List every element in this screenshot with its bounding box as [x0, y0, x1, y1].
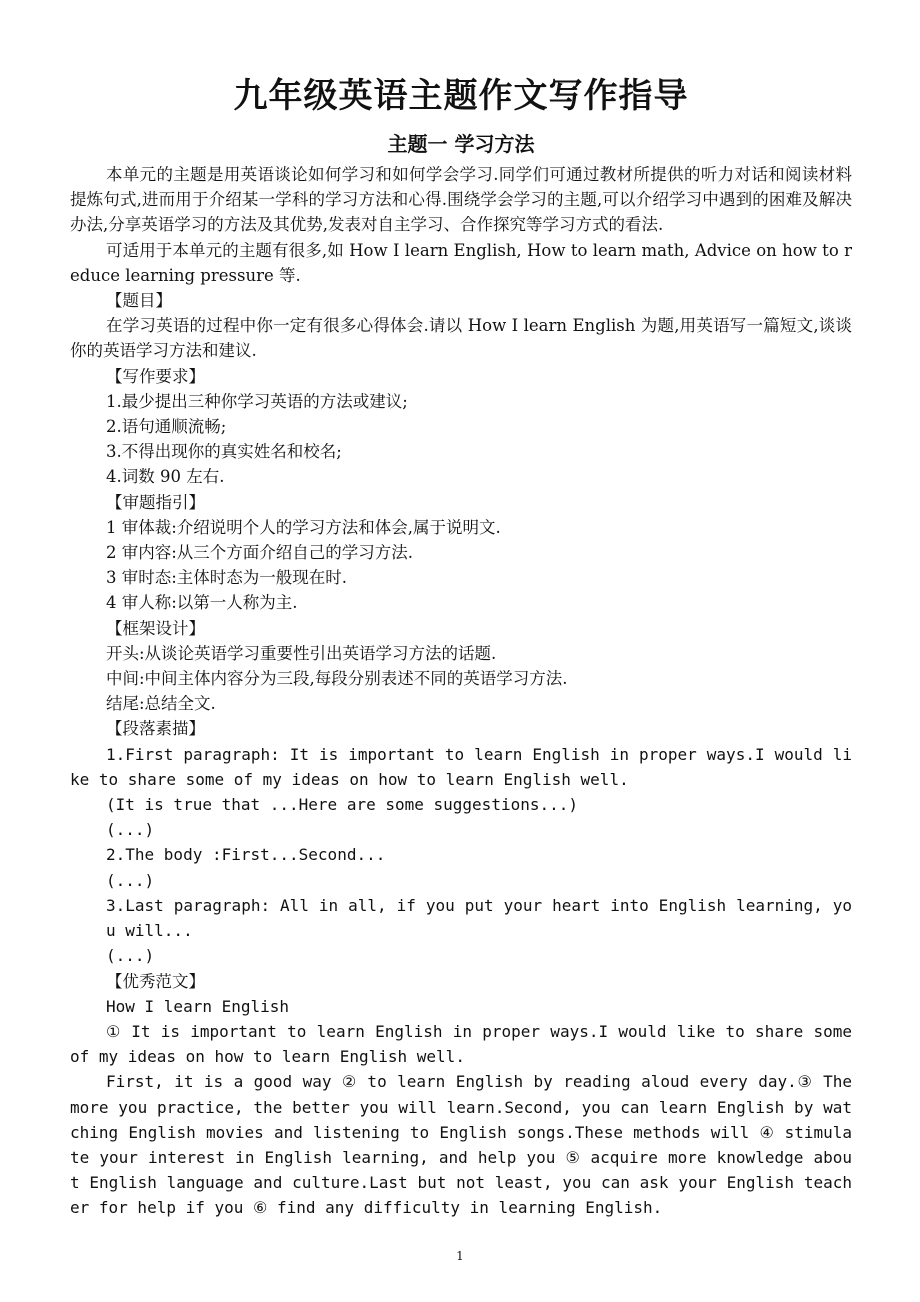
- requirement-item: 1.最少提出三种你学习英语的方法或建议;: [106, 391, 408, 411]
- document-title: 九年级英语主题作文写作指导: [233, 76, 689, 116]
- sketch-line: (...): [106, 870, 155, 890]
- document-page: [70, 72, 852, 1221]
- sample-heading: 【优秀范文】: [106, 971, 205, 991]
- requirement-item: 2.语句通顺流畅;: [106, 417, 227, 437]
- sketch-heading: 【段落素描】: [106, 719, 205, 739]
- requirement-item: 3.不得出现你的真实姓名和校名;: [106, 442, 342, 462]
- analysis-item: 4 审人称:以第一人称为主.: [106, 593, 298, 613]
- analysis-item: 2 审内容:从三个方面介绍自己的学习方法.: [106, 543, 414, 563]
- topic-text: 在学习英语的过程中你一定有很多心得体会.请以 How I learn English 为题,用英语写一篇短文,谈谈你的英语学习方法和建议.: [70, 316, 852, 361]
- essay-paragraph: First, it is a good way ② to learn English by reading aloud every day.③ The more you practice, the better you will learn.Second, you can learn English by watching English movies and listening to English songs.These methods will ④ stimulate your interest in English learning, and help you ⑤ acquire more knowledge about English language and culture.Last but not least, you can ask your English teacher for help if you ⑥ find any difficulty in learning English.: [70, 1072, 852, 1218]
- essay-title: How I learn English: [106, 996, 290, 1016]
- essay-paragraph: ① It is important to learn English in proper ways.I would like to share some of my ideas on how to learn English well.: [70, 1021, 852, 1067]
- sketch-line: 1.First paragraph: It is important to learn English in proper ways.I would like to share some of my ideas on how to learn English well.: [70, 744, 852, 789]
- analysis-heading: 【审题指引】: [106, 492, 205, 512]
- sketch-line: (...): [106, 946, 155, 966]
- intro-paragraph-2: 可适用于本单元的主题有很多,如 How I learn English, How to learn math, Advice on how to reduce learning pressure 等.: [70, 240, 852, 285]
- intro-paragraph-1: 本单元的主题是用英语谈论如何学习和如何学会学习.同学们可通过教材所提供的听力对话和阅读材料提炼句式,进而用于介绍某一学科的学习方法和心得.围绕学会学习的主题,可以介绍学习中遇到的困难及解决办法,分享英语学习的方法及其优势,发表对自主学习、合作探究等学习方式的看法.: [70, 165, 852, 235]
- framework-item: 中间:中间主体内容分为三段,每段分别表述不同的英语学习方法.: [106, 669, 568, 689]
- sketch-line: 2.The body :First...Second...: [106, 845, 386, 865]
- sketch-line: 3.Last paragraph: All in all, if you put your heart into English learning, you will...: [106, 895, 852, 941]
- framework-item: 开头:从谈论英语学习重要性引出英语学习方法的话题.: [106, 643, 497, 663]
- page-number: 1: [456, 1249, 464, 1263]
- section-subtitle: 主题一 学习方法: [387, 132, 535, 156]
- analysis-item: 1 审体裁:介绍说明个人的学习方法和体会,属于说明文.: [106, 517, 501, 537]
- framework-heading: 【框架设计】: [106, 618, 205, 638]
- framework-item: 结尾:总结全文.: [106, 694, 216, 714]
- sketch-line: (...): [106, 820, 155, 840]
- requirements-heading: 【写作要求】: [106, 366, 205, 386]
- sketch-line: (It is true that ...Here are some suggestions...): [106, 795, 579, 815]
- requirement-item: 4.词数 90 左右.: [106, 467, 225, 487]
- topic-heading: 【题目】: [106, 291, 172, 311]
- analysis-item: 3 审时态:主体时态为一般现在时.: [106, 568, 348, 588]
